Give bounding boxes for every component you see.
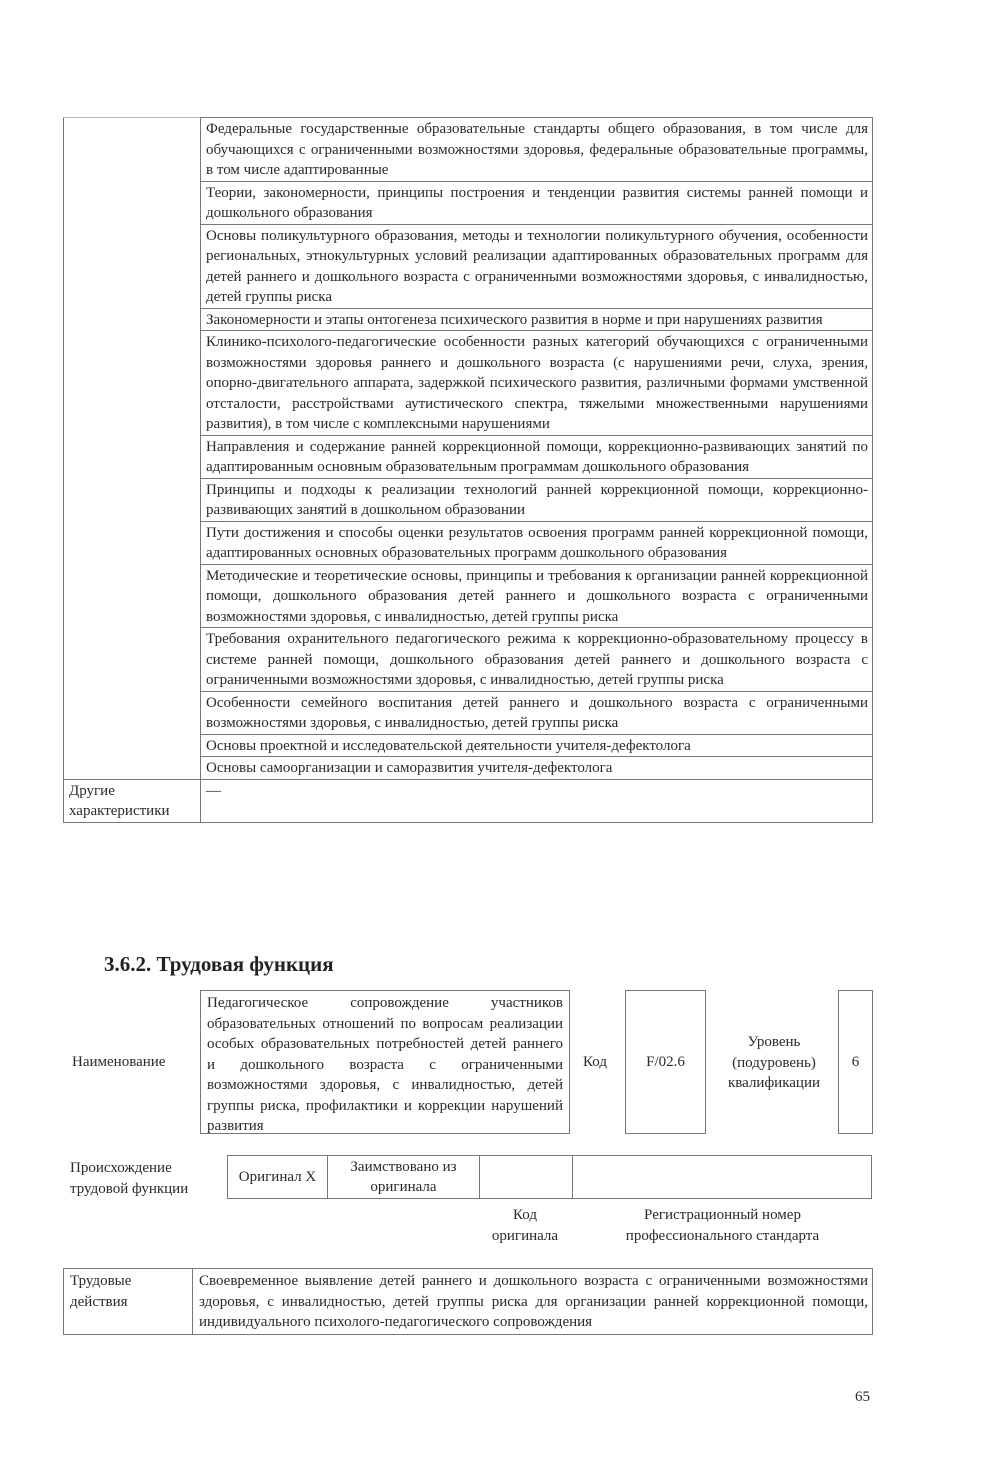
code-label: Код [583, 1054, 607, 1070]
table-row [64, 628, 873, 692]
reg-number-caption: Регистрационный номер профессионального стандарта [625, 1207, 820, 1244]
knowledge-item: Закономерности и этапы онтогенеза психического развития в норме и при нарушениях развития [201, 308, 873, 331]
empty-label-cell [64, 181, 201, 224]
empty-label-cell [64, 118, 201, 182]
table-row [64, 308, 873, 331]
table-row [64, 521, 873, 564]
table-row [64, 564, 873, 628]
knowledge-item: Требования охранительного педагогического режима к коррекционно-образовательному процессу в системе ранней помощи, дошкольного образования детей раннего и дошкольного возраста с ограниченными возможностями здоровья, с инвалидностью, детей группы риска [201, 628, 873, 692]
function-name: Педагогическое сопровождение участников образовательных отношений по вопросам реализации особых образовательных потребностей детей раннего и дошкольного возраста с ограниченными возможностями здоровья, с инвалидностью, детей группы риска, профилактики и коррекции нарушений развития [200, 990, 570, 1134]
empty-label-cell [64, 734, 201, 757]
empty-label-cell [64, 757, 201, 780]
other-label: Другие характеристики [64, 779, 201, 822]
knowledge-item: Методические и теоретические основы, принципы и требования к организации ранней коррекционной помощи, дошкольного образования детей раннего и дошкольного возраста с ограниченными возможностями здоровья, с инвалидностью, детей группы риска [201, 564, 873, 628]
table-row [64, 734, 873, 757]
name-label: Наименование [72, 1054, 166, 1070]
section-title: 3.6.2. Трудовая функция [104, 952, 334, 976]
table-row [64, 118, 873, 182]
knowledge-item: Основы поликультурного образования, методы и технологии поликультурного обучения, особенности региональных, этнокультурных условий реализации адаптированных образовательных программ для детей раннего и дошкольного возраста с ограниченными возможностями здоровья, с инвалидностью, детей группы риска [201, 224, 873, 308]
knowledge-item: Особенности семейного воспитания детей раннего и дошкольного возраста с ограниченными возможностями здоровья, с инвалидностью, детей группы риска [201, 691, 873, 734]
empty-label-cell [64, 308, 201, 331]
knowledge-item: Пути достижения и способы оценки результатов освоения программ ранней коррекционной помощи, адаптированных основных образовательных программ дошкольного образования [201, 521, 873, 564]
table-row-other [64, 779, 873, 822]
empty-label-cell [64, 628, 201, 692]
origin-original: Оригинал X [228, 1156, 328, 1199]
knowledge-item: Направления и содержание ранней коррекционной помощи, коррекционно-развивающих занятий по адаптированным основным образовательным программам дошкольного образования [201, 435, 873, 478]
knowledge-item: Клинико-психолого-педагогические особенности разных категорий обучающихся с ограниченными возможностями здоровья раннего и дошкольного возраста (с нарушениями речи, слуха, зрения, опорно-двигательного аппарата, задержкой психического развития, различными формами умственной отсталости, расстройствами аутистического спектра, тяжелыми множественными нарушениями развития), в том числе с комплексными нарушениями [201, 331, 873, 436]
empty-label-cell [64, 691, 201, 734]
function-code: F/02.6 [625, 990, 706, 1134]
empty-label-cell [64, 564, 201, 628]
knowledge-item: Теории, закономерности, принципы построения и тенденции развития системы ранней помощи и дошкольного образования [201, 181, 873, 224]
page-number: 65 [855, 1389, 870, 1405]
empty-label-cell [64, 224, 201, 308]
empty-label-cell [64, 521, 201, 564]
table-row [64, 331, 873, 436]
table-row [64, 224, 873, 308]
empty-label-cell [64, 435, 201, 478]
table-row [64, 691, 873, 734]
actions-label: Трудовые действия [64, 1269, 193, 1335]
code-original-caption: Код оригинала [491, 1207, 559, 1244]
function-level: 6 [838, 990, 873, 1134]
origin-code-cell [480, 1156, 573, 1199]
origin-table [227, 1155, 872, 1199]
knowledge-item: Федеральные государственные образовательные стандарты общего образования, в том числе для обучающихся с ограниченными возможностями здоровья, федеральные образовательные программы, в том числе адаптированные [201, 118, 873, 182]
level-label: Уровень (подуровень) квалификации [727, 1034, 821, 1091]
origin-label: Происхождение трудовой функции [70, 1160, 189, 1197]
empty-label-cell [64, 478, 201, 521]
knowledge-table [63, 117, 873, 823]
knowledge-item: Основы проектной и исследовательской деятельности учителя-дефектолога [201, 734, 873, 757]
table-row [64, 757, 873, 780]
actions-table [63, 1268, 873, 1335]
actions-value: Своевременное выявление детей раннего и дошкольного возраста с ограниченными возможностями здоровья, с инвалидностью, детей группы риска для организации ранней коррекционной помощи, индивидуального психолого-педагогического сопровождения [193, 1269, 873, 1335]
table-row [64, 181, 873, 224]
table-row [64, 478, 873, 521]
empty-label-cell [64, 331, 201, 436]
knowledge-item: Основы самоорганизации и саморазвития учителя-дефектолога [201, 757, 873, 780]
other-value: — [201, 779, 873, 822]
origin-borrowed: Заимствовано из оригинала [328, 1156, 480, 1199]
table-row [64, 435, 873, 478]
knowledge-item: Принципы и подходы к реализации технологий ранней коррекционной помощи, коррекционно-развивающих занятий в дошкольном образовании [201, 478, 873, 521]
origin-reg-cell [573, 1156, 872, 1199]
